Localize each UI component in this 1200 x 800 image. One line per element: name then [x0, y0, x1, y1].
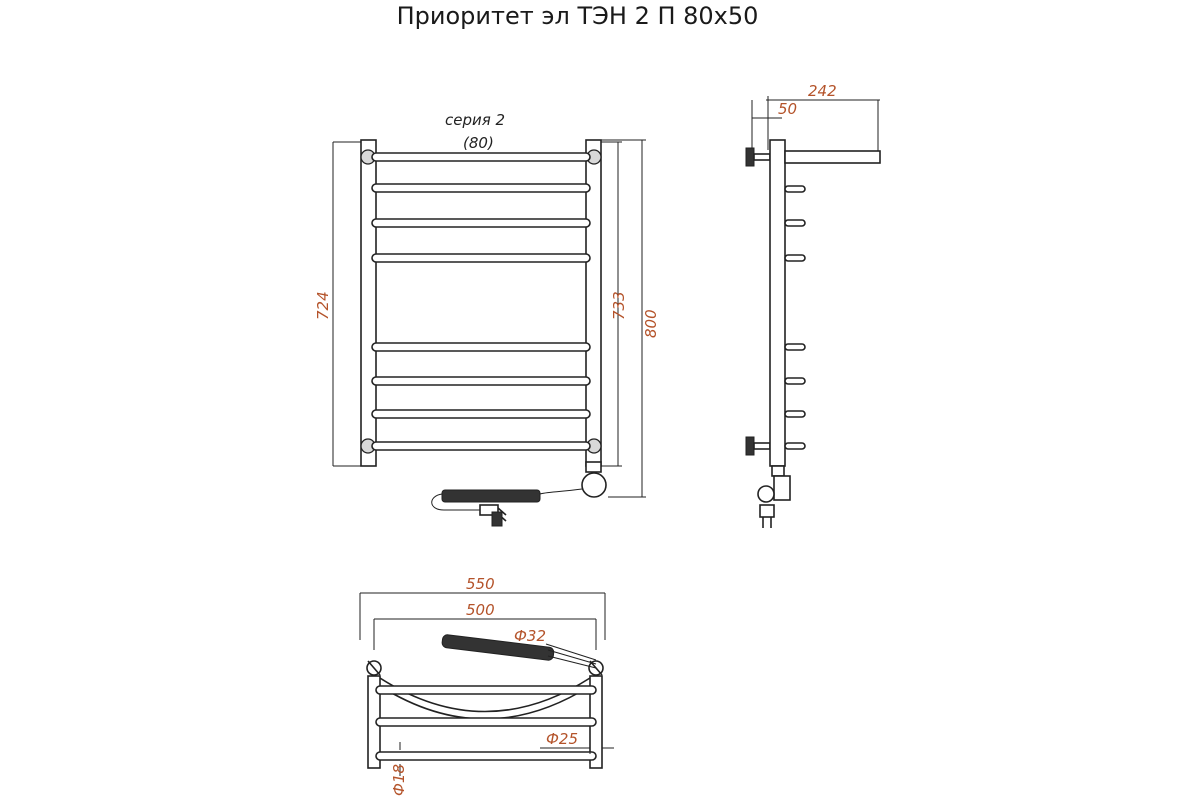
wall-bracket-bottom — [746, 437, 770, 455]
heater-element — [432, 462, 606, 526]
dim-724-label: 724 — [314, 291, 332, 320]
side-rungs — [785, 186, 805, 449]
plug-icon — [492, 512, 502, 526]
rung-stub — [785, 411, 805, 417]
drawing-title: Приоритет эл ТЭН 2 П 80х50 — [396, 2, 759, 30]
bracket-stem — [754, 154, 770, 160]
rung — [372, 343, 590, 351]
heater-box — [774, 476, 790, 500]
rung-stub — [785, 186, 805, 192]
dim-550-label: 550 — [466, 575, 495, 593]
dimension-phi18 — [390, 742, 408, 796]
rung — [372, 184, 590, 192]
side-view — [746, 82, 880, 528]
rung-stub — [785, 378, 805, 384]
rung — [372, 219, 590, 227]
rung — [372, 442, 590, 450]
rung-stub — [785, 443, 805, 449]
dimension-733 — [601, 142, 628, 466]
dim-phi32-label: Ф32 — [514, 627, 546, 645]
bracket-flange — [746, 148, 754, 166]
coiled-cable — [442, 490, 540, 502]
bracket-stem — [754, 443, 770, 449]
top-rung — [376, 718, 596, 726]
dimension-724 — [314, 142, 362, 466]
heater-control-knob — [582, 473, 606, 497]
rung-stub — [785, 255, 805, 261]
dim-500-label: 500 — [466, 601, 495, 619]
side-upright — [770, 140, 785, 466]
front-view — [314, 111, 660, 526]
heater-coupling — [772, 466, 784, 476]
dim-phi25-label: Ф25 — [546, 730, 578, 748]
side-heater — [758, 466, 790, 528]
dim-242-label: 242 — [808, 82, 837, 100]
top-rung — [376, 686, 596, 694]
rung — [372, 410, 590, 418]
top-rung — [376, 752, 596, 760]
bracket-flange — [746, 437, 754, 455]
series-sub-label: (80) — [463, 134, 494, 152]
dim-733-label: 733 — [610, 291, 628, 320]
rung — [372, 377, 590, 385]
top-view — [360, 575, 614, 796]
rung — [372, 153, 590, 161]
heater-cable-loop — [758, 486, 774, 502]
front-rungs — [372, 153, 590, 450]
dimension-phi25 — [540, 730, 614, 754]
dim-50-label: 50 — [778, 100, 798, 118]
wall-bracket-top — [746, 148, 770, 166]
dim-800-label: 800 — [642, 309, 660, 338]
rung — [372, 254, 590, 262]
rung-stub — [785, 220, 805, 226]
series-label: серия 2 — [445, 111, 506, 129]
plug-body — [760, 505, 774, 517]
rung-stub — [785, 344, 805, 350]
top-shelf — [785, 151, 880, 163]
dim-phi18-label: Ф18 — [390, 764, 408, 796]
heater-coupling — [586, 462, 601, 472]
